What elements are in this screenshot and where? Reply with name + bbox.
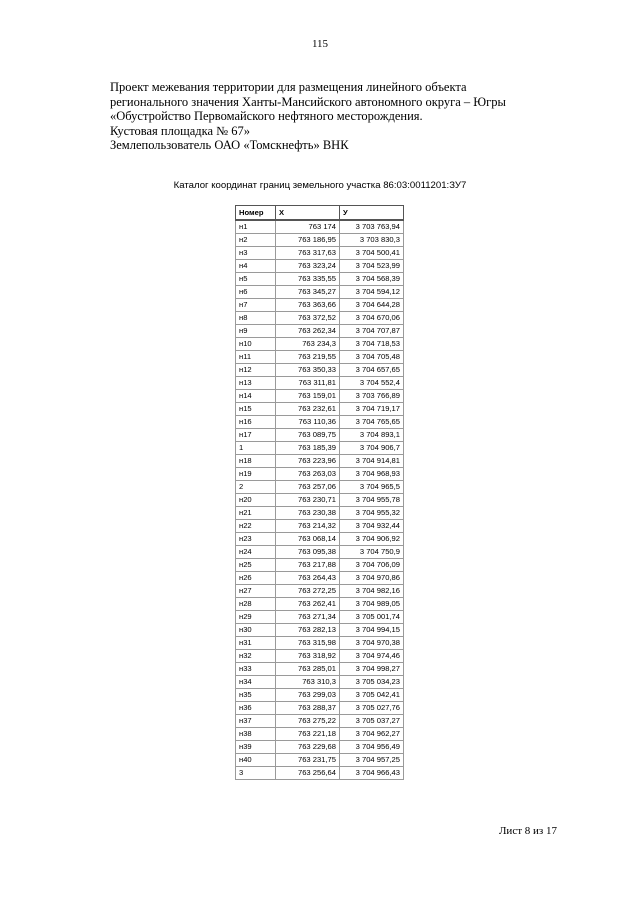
point-number-cell: 3 bbox=[236, 767, 276, 780]
y-coordinate-cell: 3 704 707,87 bbox=[340, 325, 404, 338]
point-number-cell: н32 bbox=[236, 650, 276, 663]
table-row bbox=[236, 273, 404, 286]
point-number-cell: н2 bbox=[236, 234, 276, 247]
point-number-cell: н27 bbox=[236, 585, 276, 598]
y-coordinate-cell: 3 704 718,53 bbox=[340, 338, 404, 351]
point-number-cell: н33 bbox=[236, 663, 276, 676]
table-row bbox=[236, 299, 404, 312]
x-coordinate-cell: 763 185,39 bbox=[276, 442, 340, 455]
x-coordinate-cell: 763 089,75 bbox=[276, 429, 340, 442]
y-coordinate-cell: 3 704 750,9 bbox=[340, 546, 404, 559]
x-coordinate-cell: 763 229,68 bbox=[276, 741, 340, 754]
y-coordinate-cell: 3 704 974,46 bbox=[340, 650, 404, 663]
point-number-cell: н34 bbox=[236, 676, 276, 689]
x-coordinate-cell: 763 256,64 bbox=[276, 767, 340, 780]
column-header-number: Номер bbox=[236, 206, 276, 221]
table-row bbox=[236, 585, 404, 598]
point-number-cell: 1 bbox=[236, 442, 276, 455]
point-number-cell: н29 bbox=[236, 611, 276, 624]
x-coordinate-cell: 763 317,63 bbox=[276, 247, 340, 260]
table-row bbox=[236, 455, 404, 468]
y-coordinate-cell: 3 704 994,15 bbox=[340, 624, 404, 637]
header-line: «Обустройство Первомайского нефтяного месторождения. bbox=[110, 109, 423, 123]
y-coordinate-cell: 3 703 763,94 bbox=[340, 220, 404, 234]
y-coordinate-cell: 3 704 956,49 bbox=[340, 741, 404, 754]
point-number-cell: н39 bbox=[236, 741, 276, 754]
y-coordinate-cell: 3 704 989,05 bbox=[340, 598, 404, 611]
header-line: регионального значения Ханты-Мансийского автономного округа – Югры bbox=[110, 94, 506, 109]
y-coordinate-cell: 3 704 893,1 bbox=[340, 429, 404, 442]
table-row bbox=[236, 533, 404, 546]
table-row bbox=[236, 611, 404, 624]
page-number: 115 bbox=[311, 38, 329, 50]
point-number-cell: н31 bbox=[236, 637, 276, 650]
x-coordinate-cell: 763 159,01 bbox=[276, 390, 340, 403]
table-row bbox=[236, 598, 404, 611]
y-coordinate-cell: 3 704 932,44 bbox=[340, 520, 404, 533]
y-coordinate-cell: 3 705 042,41 bbox=[340, 689, 404, 702]
y-coordinate-cell: 3 704 523,99 bbox=[340, 260, 404, 273]
point-number-cell: н9 bbox=[236, 325, 276, 338]
x-coordinate-cell: 763 221,18 bbox=[276, 728, 340, 741]
point-number-cell: н19 bbox=[236, 468, 276, 481]
header-line: Кустовая площадка № 67» bbox=[110, 123, 250, 138]
table-header bbox=[236, 206, 404, 221]
point-number-cell: н38 bbox=[236, 728, 276, 741]
table-row bbox=[236, 624, 404, 637]
x-coordinate-cell: 763 350,33 bbox=[276, 364, 340, 377]
point-number-cell: н22 bbox=[236, 520, 276, 533]
x-coordinate-cell: 763 234,3 bbox=[276, 338, 340, 351]
table-body bbox=[236, 220, 404, 780]
y-coordinate-cell: 3 704 970,38 bbox=[340, 637, 404, 650]
x-coordinate-cell: 763 223,96 bbox=[276, 455, 340, 468]
x-coordinate-cell: 763 262,41 bbox=[276, 598, 340, 611]
table-row bbox=[236, 676, 404, 689]
point-number-cell: н7 bbox=[236, 299, 276, 312]
x-coordinate-cell: 763 219,55 bbox=[276, 351, 340, 364]
point-number-cell: н11 bbox=[236, 351, 276, 364]
point-number-cell: н26 bbox=[236, 572, 276, 585]
y-coordinate-cell: 3 705 034,23 bbox=[340, 676, 404, 689]
table-row bbox=[236, 468, 404, 481]
table-row bbox=[236, 663, 404, 676]
point-number-cell: н3 bbox=[236, 247, 276, 260]
x-coordinate-cell: 763 262,34 bbox=[276, 325, 340, 338]
y-coordinate-cell: 3 703 766,89 bbox=[340, 390, 404, 403]
point-number-cell: н35 bbox=[236, 689, 276, 702]
table-row bbox=[236, 741, 404, 754]
y-coordinate-cell: 3 705 001,74 bbox=[340, 611, 404, 624]
x-coordinate-cell: 763 272,25 bbox=[276, 585, 340, 598]
x-coordinate-cell: 763 271,34 bbox=[276, 611, 340, 624]
x-coordinate-cell: 763 068,14 bbox=[276, 533, 340, 546]
y-coordinate-cell: 3 704 500,41 bbox=[340, 247, 404, 260]
y-coordinate-cell: 3 704 765,65 bbox=[340, 416, 404, 429]
y-coordinate-cell: 3 704 594,12 bbox=[340, 286, 404, 299]
point-number-cell: н18 bbox=[236, 455, 276, 468]
table-row bbox=[236, 637, 404, 650]
point-number-cell: н16 bbox=[236, 416, 276, 429]
table-row bbox=[236, 767, 404, 780]
table-row bbox=[236, 689, 404, 702]
x-coordinate-cell: 763 230,71 bbox=[276, 494, 340, 507]
x-coordinate-cell: 763 230,38 bbox=[276, 507, 340, 520]
y-coordinate-cell: 3 704 968,93 bbox=[340, 468, 404, 481]
table-row bbox=[236, 559, 404, 572]
y-coordinate-cell: 3 704 955,32 bbox=[340, 507, 404, 520]
y-coordinate-cell: 3 705 037,27 bbox=[340, 715, 404, 728]
y-coordinate-cell: 3 704 955,78 bbox=[340, 494, 404, 507]
table-row bbox=[236, 429, 404, 442]
x-coordinate-cell: 763 275,22 bbox=[276, 715, 340, 728]
point-number-cell: н8 bbox=[236, 312, 276, 325]
table-row bbox=[236, 650, 404, 663]
y-coordinate-cell: 3 704 552,4 bbox=[340, 377, 404, 390]
sheet-footer: Лист 8 из 17 bbox=[498, 825, 557, 837]
point-number-cell: н6 bbox=[236, 286, 276, 299]
table-row bbox=[236, 364, 404, 377]
table-row bbox=[236, 572, 404, 585]
x-coordinate-cell: 763 299,03 bbox=[276, 689, 340, 702]
x-coordinate-cell: 763 323,24 bbox=[276, 260, 340, 273]
column-header-y: У bbox=[340, 206, 404, 221]
x-coordinate-cell: 763 282,13 bbox=[276, 624, 340, 637]
table-row bbox=[236, 377, 404, 390]
y-coordinate-cell: 3 704 568,39 bbox=[340, 273, 404, 286]
table-row bbox=[236, 702, 404, 715]
x-coordinate-cell: 763 310,3 bbox=[276, 676, 340, 689]
y-coordinate-cell: 3 704 914,81 bbox=[340, 455, 404, 468]
project-header bbox=[110, 80, 580, 153]
table-row bbox=[236, 520, 404, 533]
x-coordinate-cell: 763 263,03 bbox=[276, 468, 340, 481]
table-row bbox=[236, 338, 404, 351]
point-number-cell: н28 bbox=[236, 598, 276, 611]
point-number-cell: н20 bbox=[236, 494, 276, 507]
y-coordinate-cell: 3 704 670,06 bbox=[340, 312, 404, 325]
x-coordinate-cell: 763 288,37 bbox=[276, 702, 340, 715]
table-row bbox=[236, 754, 404, 767]
table-row bbox=[236, 715, 404, 728]
point-number-cell: 2 bbox=[236, 481, 276, 494]
table-row bbox=[236, 351, 404, 364]
point-number-cell: н17 bbox=[236, 429, 276, 442]
y-coordinate-cell: 3 704 970,86 bbox=[340, 572, 404, 585]
table-row bbox=[236, 728, 404, 741]
x-coordinate-cell: 763 232,61 bbox=[276, 403, 340, 416]
point-number-cell: н37 bbox=[236, 715, 276, 728]
header-line: Землепользователь ОАО «Томскнефть» ВНК bbox=[110, 138, 349, 152]
point-number-cell: н13 bbox=[236, 377, 276, 390]
table-row bbox=[236, 403, 404, 416]
x-coordinate-cell: 763 186,95 bbox=[276, 234, 340, 247]
x-coordinate-cell: 763 345,27 bbox=[276, 286, 340, 299]
x-coordinate-cell: 763 257,06 bbox=[276, 481, 340, 494]
table-header-row bbox=[236, 206, 404, 221]
x-coordinate-cell: 763 217,88 bbox=[276, 559, 340, 572]
y-coordinate-cell: 3 703 830,3 bbox=[340, 234, 404, 247]
x-coordinate-cell: 763 318,92 bbox=[276, 650, 340, 663]
y-coordinate-cell: 3 704 906,7 bbox=[340, 442, 404, 455]
y-coordinate-cell: 3 704 719,17 bbox=[340, 403, 404, 416]
point-number-cell: н36 bbox=[236, 702, 276, 715]
point-number-cell: н25 bbox=[236, 559, 276, 572]
y-coordinate-cell: 3 704 705,48 bbox=[340, 351, 404, 364]
y-coordinate-cell: 3 704 957,25 bbox=[340, 754, 404, 767]
table-row bbox=[236, 546, 404, 559]
y-coordinate-cell: 3 704 644,28 bbox=[340, 299, 404, 312]
x-coordinate-cell: 763 372,52 bbox=[276, 312, 340, 325]
y-coordinate-cell: 3 704 982,16 bbox=[340, 585, 404, 598]
y-coordinate-cell: 3 704 965,5 bbox=[340, 481, 404, 494]
point-number-cell: н30 bbox=[236, 624, 276, 637]
table-row bbox=[236, 416, 404, 429]
y-coordinate-cell: 3 704 962,27 bbox=[340, 728, 404, 741]
y-coordinate-cell: 3 705 027,76 bbox=[340, 702, 404, 715]
x-coordinate-cell: 763 174 bbox=[276, 220, 340, 234]
table-row bbox=[236, 494, 404, 507]
x-coordinate-cell: 763 231,75 bbox=[276, 754, 340, 767]
x-coordinate-cell: 763 311,81 bbox=[276, 377, 340, 390]
x-coordinate-cell: 763 363,66 bbox=[276, 299, 340, 312]
point-number-cell: н10 bbox=[236, 338, 276, 351]
x-coordinate-cell: 763 285,01 bbox=[276, 663, 340, 676]
table-row bbox=[236, 260, 404, 273]
table-row bbox=[236, 247, 404, 260]
point-number-cell: н23 bbox=[236, 533, 276, 546]
table-row bbox=[236, 325, 404, 338]
y-coordinate-cell: 3 704 706,09 bbox=[340, 559, 404, 572]
table-row bbox=[236, 220, 404, 234]
table-row bbox=[236, 286, 404, 299]
point-number-cell: н14 bbox=[236, 390, 276, 403]
point-number-cell: н5 bbox=[236, 273, 276, 286]
table-row bbox=[236, 481, 404, 494]
catalog-title: Каталог координат границ земельного участка 86:03:0011201:ЗУ7 bbox=[173, 180, 467, 191]
y-coordinate-cell: 3 704 906,92 bbox=[340, 533, 404, 546]
coordinates-table bbox=[235, 205, 404, 780]
y-coordinate-cell: 3 704 998,27 bbox=[340, 663, 404, 676]
y-coordinate-cell: 3 704 966,43 bbox=[340, 767, 404, 780]
x-coordinate-cell: 763 335,55 bbox=[276, 273, 340, 286]
point-number-cell: н4 bbox=[236, 260, 276, 273]
table-row bbox=[236, 442, 404, 455]
table-row bbox=[236, 507, 404, 520]
x-coordinate-cell: 763 214,32 bbox=[276, 520, 340, 533]
x-coordinate-cell: 763 264,43 bbox=[276, 572, 340, 585]
x-coordinate-cell: 763 110,36 bbox=[276, 416, 340, 429]
table-row bbox=[236, 234, 404, 247]
column-header-x: Х bbox=[276, 206, 340, 221]
table-row bbox=[236, 390, 404, 403]
table-row bbox=[236, 312, 404, 325]
point-number-cell: н40 bbox=[236, 754, 276, 767]
point-number-cell: н12 bbox=[236, 364, 276, 377]
x-coordinate-cell: 763 315,98 bbox=[276, 637, 340, 650]
x-coordinate-cell: 763 095,38 bbox=[276, 546, 340, 559]
header-line: Проект межевания территории для размещения линейного объекта bbox=[110, 80, 467, 94]
y-coordinate-cell: 3 704 657,65 bbox=[340, 364, 404, 377]
point-number-cell: н21 bbox=[236, 507, 276, 520]
point-number-cell: н15 bbox=[236, 403, 276, 416]
point-number-cell: н1 bbox=[236, 220, 276, 234]
point-number-cell: н24 bbox=[236, 546, 276, 559]
